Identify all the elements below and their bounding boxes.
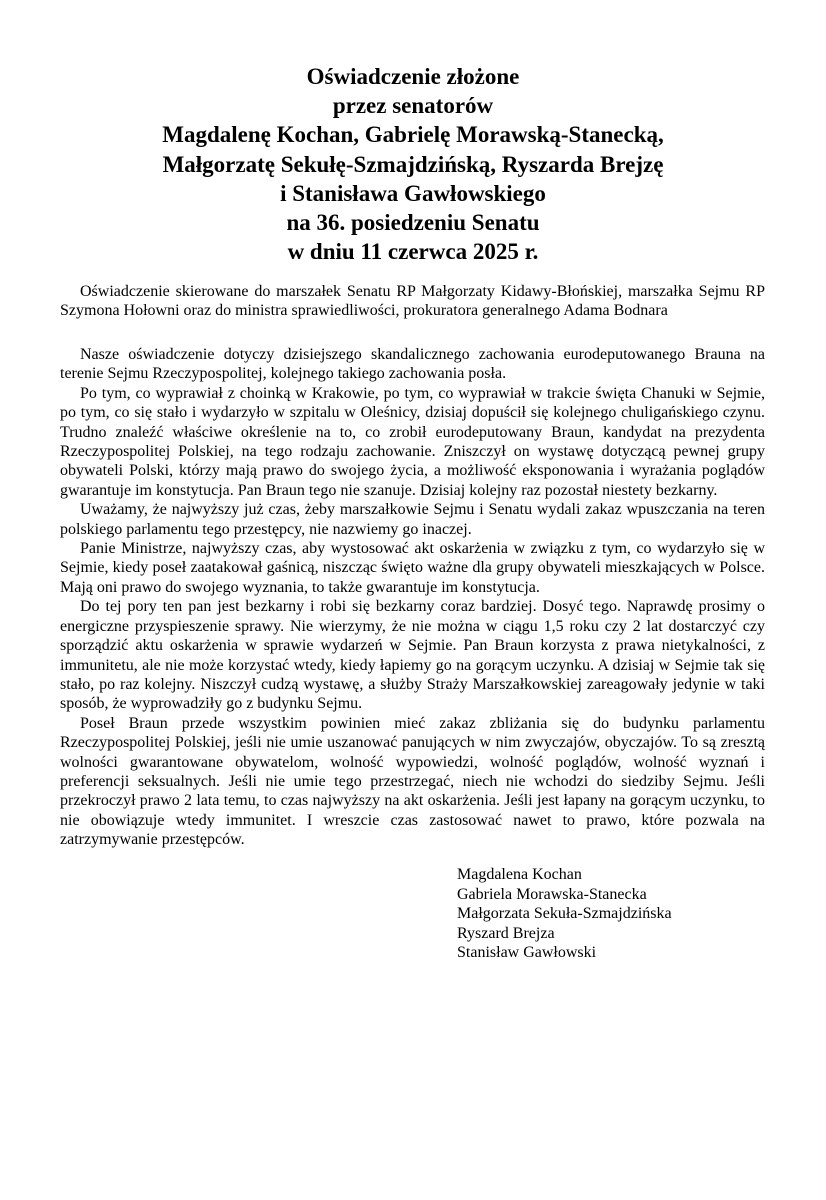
title-line: Magdalenę Kochan, Gabrielę Morawską-Stanecką, bbox=[162, 122, 664, 148]
body-paragraph: Panie Ministrze, najwyższy czas, aby wystosować akt oskarżenia w związku z tym, co wydarzyło się w Sejmie, kiedy poseł zaatakował gaśnicą, niszcząc święto ważne dla grupy obywateli mieszkających w Polsce. Mają oni prawo do swojego wyznania, to także gwarantuje im konstytucja. bbox=[60, 540, 765, 596]
document-title bbox=[0, 62, 826, 266]
body-paragraph: Poseł Braun przede wszystkim powinien mieć zakaz zbliżania się do budynku parlamentu Rzeczypospolitej Polskiej, jeśli nie umie uszanować panujących w nim zwyczajów, obyczajów. To są zresztą wolności gwarantowane obywatelom, wolność wypowiedzi, wolność poglądów, wolność wyznań i preferencji seksualnych. Jeśli nie umie tego przestrzegać, niech nie wchodzi do siedziby Sejmu. Jeśli przekroczył prawo 2 lata temu, to czas najwyższy na akt oskarżenia. Jeśli jest łapany na gorącym uczynku, to nie obowiązuje wtedy immunitet. I wreszcie czas zastosować nawet to prawo, które pozwala na zatrzymywanie przestępców. bbox=[60, 714, 765, 849]
signature-block bbox=[457, 865, 672, 963]
signature-name: Magdalena Kochan bbox=[457, 866, 582, 883]
title-line: Małgorzatę Sekułę-Szmajdzińską, Ryszarda Brejzę bbox=[162, 151, 664, 177]
title-line: Oświadczenie złożone bbox=[306, 64, 520, 89]
title-line: w dniu 11 czerwca 2025 r. bbox=[287, 239, 539, 265]
body-paragraph: Nasze oświadczenie dotyczy dzisiejszego skandalicznego zachowania eurodeputowanego Brauna na terenie Sejmu Rzeczypospolitej, kolejnego takiego zachowania posła. bbox=[60, 346, 765, 383]
signature-name: Ryszard Brejza bbox=[457, 924, 555, 942]
body-paragraph: Uważamy, że najwyższy już czas, żeby marszałkowie Sejmu i Senatu wydali zakaz wpuszczania na teren polskiego parlamentu tego przestępcy, nie nazwiemy go inaczej. bbox=[60, 501, 765, 538]
signature-name: Małgorzata Sekuła-Szmajdzińska bbox=[457, 905, 672, 923]
body-paragraph: Do tej pory ten pan jest bezkarny i robi się bezkarny coraz bardziej. Dosyć tego. Naprawdę prosimy o energiczne przyspieszenie sprawy. Nie wierzymy, że nie można w ciągu 1,5 roku czy 2 lat dostarczyć czy sporządzić aktu oskarżenia w sprawie wydarzeń w Sejmie. Pan Braun korzysta z prawa nietykalności, z immunitetu, ale nie może korzystać wtedy, kiedy łapiemy go na gorącym uczynku. A dzisiaj w Sejmie tak się stało, po raz kolejny. Niszczył cudzą wystawę, a służby Straży Marszałkowskiej zareagowały jedynie w taki sposób, że wyprowadziły go z budynku Sejmu. bbox=[60, 598, 765, 713]
addressee-paragraph: Oświadczenie skierowane do marszałek Senatu RP Małgorzaty Kidawy-Błońskiej, marszałka Sejmu RP Szymona Hołowni oraz do ministra sprawiedliwości, prokuratora generalnego Adama Bodnara bbox=[60, 283, 765, 320]
title-line: przez senatorów bbox=[332, 93, 494, 119]
signature-name: Gabriela Morawska-Stanecka bbox=[457, 885, 647, 903]
title-line: i Stanisława Gawłowskiego bbox=[280, 180, 546, 206]
signature-name: Stanisław Gawłowski bbox=[457, 944, 597, 962]
statement-body bbox=[60, 345, 765, 850]
title-line: na 36. posiedzeniu Senatu bbox=[286, 210, 540, 236]
body-paragraph: Po tym, co wyprawiał z choinką w Krakowie, po tym, co wyprawiał w trakcie święta Chanuki w Sejmie, po tym, co się stało i wydarzyło w szpitalu w Oleśnicy, dzisiaj dopuścił się kolejnego chuligańskiego czynu. Trudno znaleźć właściwe określenie na to, co zrobił eurodeputowany Braun, kandydat na prezydenta Rzeczypospolitej Polskiej, na tego rodzaju zachowanie. Zniszczył on wystawę dotyczącą pewnej grupy obywateli Polski, którzy mają prawo do swojego życia, a możliwość eksponowania i wyrażania poglądów gwarantuje im konstytucja. Pan Braun tego nie szanuje. Dzisiaj kolejny raz pozostał niestety bezkarny. bbox=[60, 384, 765, 499]
